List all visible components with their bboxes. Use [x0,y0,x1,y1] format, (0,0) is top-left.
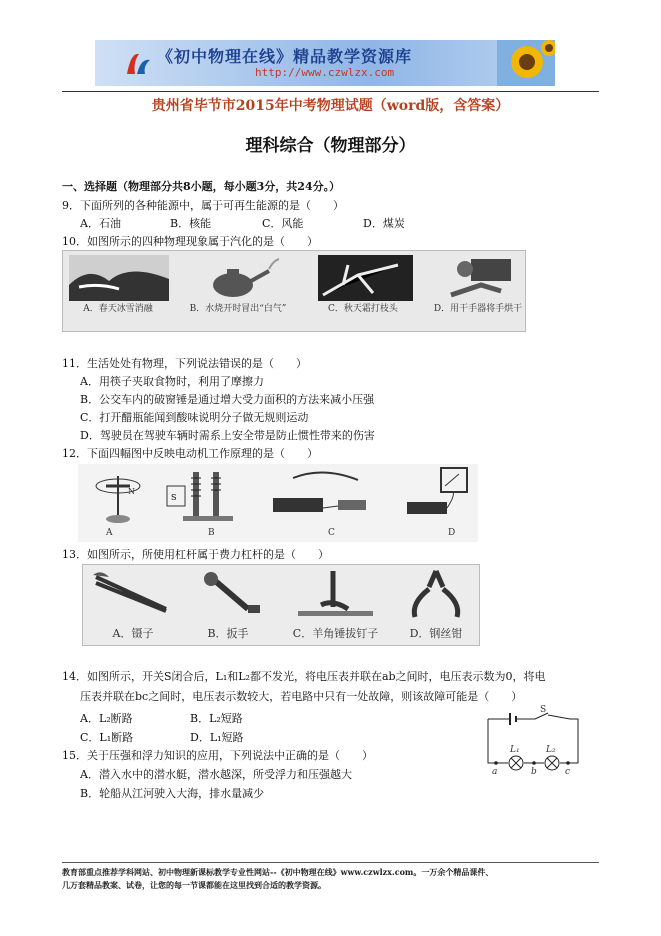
q13-caption-c: C．羊角锤拔钉子 [292,627,379,640]
q14-option-d: D．L₁短路 [190,731,244,744]
tweezers-icon [91,569,176,619]
q10-caption-a: A．春天冰雪消融 [83,304,153,314]
svg-text:N: N [128,487,135,496]
q10-caption-b: B．水烧开时冒出“白气” [189,304,287,314]
hand-dryer-icon [441,255,521,301]
q12-caption-a: A [106,528,113,538]
banner-url: http://www.czwlzx.com [255,66,395,79]
question-11: 11．生活处处有物理，下列说法错误的是（ ） [62,357,307,370]
section-title: 理科综合（物理部分） [245,136,416,156]
svg-text:S: S [171,493,177,502]
q15-option-a: A．潜入水中的潜水艇，潜水越深，所受浮力和压强越大 [80,768,352,781]
footer-line-1: 教育部重点推荐学科网站、初中物理新课标教学专业性网站--《初中物理在线》www.czwlzx.com。一万余个精品课件、 [62,867,494,877]
section-heading: 一、选择题（物理部分共8小题，每小题3分，共24分。） [62,180,341,193]
wire-pliers-icon [401,567,471,619]
wrench-icon [193,569,268,619]
q11-option-b: B．公交车内的破窗锤是通过增大受力面积的方法来减小压强 [80,393,375,406]
banner-title: 《初中物理在线》精品教学资源库 [157,47,413,66]
q10-figure [62,250,526,332]
question-14-line2: 压表并联在bc之间时，电压表示数较大，若电路中只有一处故障，则该故障可能是（ ） [80,690,523,703]
footer [62,866,602,892]
q9-option-a: A．石油 [80,217,121,230]
circuit-point-a: a [492,767,498,777]
circuit-switch-label: S [540,705,547,715]
circuit-lamp2-label: L₂ [546,745,556,755]
footer-line-2: 几万套精品教案、试卷，让您的每一节课都能在这里找到合适的教学资源。 [62,880,326,890]
q11-option-d: D．驾驶员在驾驶车辆时需系上安全带是防止惯性带来的伤害 [80,429,375,442]
q14-option-a: A．L₂断路 [80,712,133,725]
q10-caption-d: D．用干手器将手烘干 [433,304,523,314]
claw-hammer-icon [293,569,378,619]
q9-option-c: C．风能 [262,217,304,230]
q15-option-b: B．轮船从江河驶入大海，排水量减少 [80,787,265,800]
electromagnet-icon [163,466,238,526]
q14-option-c: C．L₁断路 [80,731,134,744]
q9-option-d: D．煤炭 [363,217,405,230]
q14-circuit-diagram [480,705,585,780]
q13-caption-a: A．镊子 [112,627,154,640]
q11-option-a: A．用筷子夹取食物时，利用了摩擦力 [80,375,264,388]
document-title: 贵州省毕节市2015年中考物理试题（word版，含答案） [151,98,510,114]
ice-melting-icon [69,255,169,301]
question-13: 13．如图所示，所使用杠杆属于费力杠杆的是（ ） [62,548,329,561]
circuit-point-b: b [531,767,537,777]
q11-option-c: C．打开醋瓶能闻到酸味说明分子做无规则运动 [80,411,309,424]
question-12: 12．下面四幅图中反映电动机工作原理的是（ ） [62,447,318,460]
header-divider [62,91,599,92]
q12-caption-c: C [328,528,335,538]
question-9: 9．下面所列的各种能源中，属于可再生能源的是（ ） [62,199,344,212]
galvanometer-icon [393,466,473,526]
q12-caption-b: B [208,528,215,538]
question-14-line1: 14．如图所示，开关S闭合后，L₁和L₂都不发光，将电压表并联在ab之间时，电压表示数为0，将电 [62,670,546,683]
question-10: 10．如图所示的四种物理现象属于汽化的是（ ） [62,235,318,248]
rail-coil-icon [263,468,378,526]
q12-figure [78,464,478,542]
q9-option-b: B．核能 [170,217,212,230]
logo-icon [123,48,153,78]
q13-caption-d: D．钢丝钳 [409,627,463,640]
frost-branch-icon [318,255,413,301]
q13-figure [82,564,480,646]
circuit-point-c: c [565,767,571,777]
q14-option-b: B．L₂短路 [190,712,243,725]
q10-caption-c: C．秋天霜打枝头 [328,304,398,314]
sunflower-icon [497,40,555,86]
q13-caption-b: B．扳手 [207,627,249,640]
kettle-icon [193,255,283,301]
footer-divider [62,862,599,863]
circuit-lamp1-label: L₁ [510,745,520,755]
q12-caption-d: D [448,528,456,538]
question-15: 15．关于压强和浮力知识的应用，下列说法中正确的是（ ） [62,749,373,762]
compass-magnet-icon [88,466,148,526]
header-banner [95,40,555,86]
